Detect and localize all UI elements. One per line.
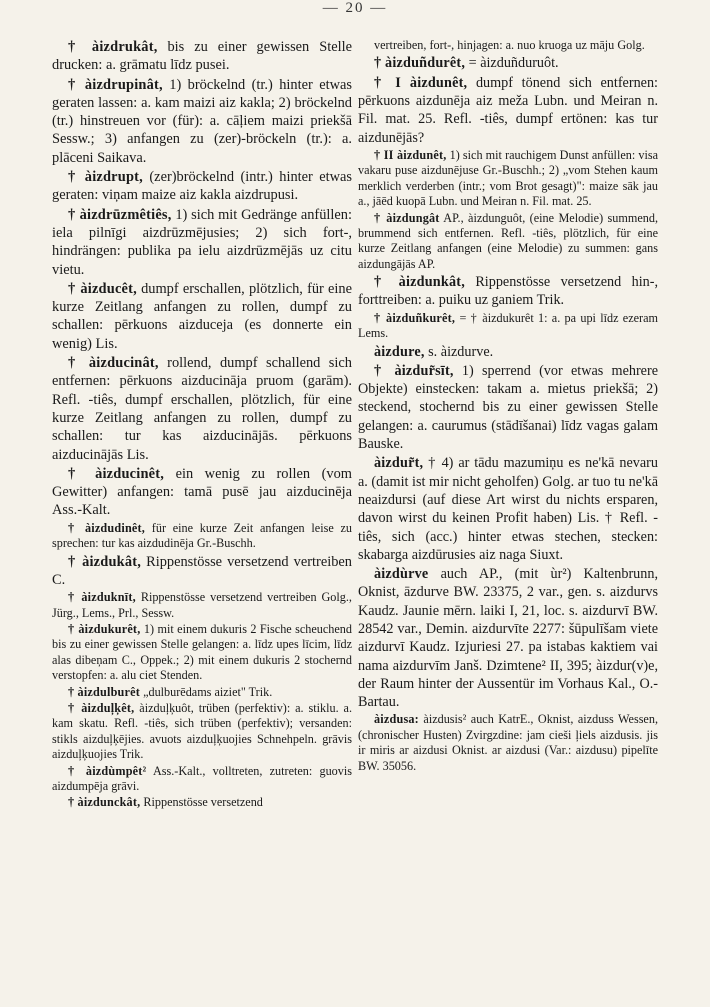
entry-headword: àizdure, (374, 343, 425, 360)
entry-headword: † àizdulburêt (68, 684, 141, 699)
entry-headword: † àizduļķêt, (68, 700, 135, 715)
dictionary-entry (358, 343, 658, 361)
dictionary-entry (52, 38, 352, 75)
entry-definition: für eine kurze Zeit anfangen leise zu sprechen: tur kas aizdudinēja Gr.-Buschh. (52, 520, 352, 551)
entry-headword: † àizdunckât, (68, 795, 141, 810)
entry-definition: Rippenstösse versetzend vertreiben C. (52, 553, 352, 588)
dictionary-entry (52, 354, 352, 464)
entry-headword: àizdùrve (374, 566, 429, 583)
dictionary-entry (52, 280, 352, 353)
entry-definition: = † àizdukurêt 1: a. pa upi līdz ezeram Lems. (358, 310, 658, 341)
dictionary-entry (358, 74, 658, 147)
entry-definition: s. àizdurve. (424, 343, 494, 360)
dictionary-entry (52, 465, 352, 520)
right-column (358, 38, 658, 775)
dictionary-entry (52, 795, 352, 810)
entry-definition: 1) mit einem dukuris 2 Fische scheuchend bis zu einer gewissen Stelle gelangen: a. līdz upes līcim, līdz alas dibeņam C., Oppek.; 2) mit einem dukuris 2 stochernd verstopfen: a. alu ciet Stenden. (52, 621, 352, 683)
dictionary-entry (52, 76, 352, 167)
dictionary-entry (52, 521, 352, 552)
dictionary-entry (52, 590, 352, 621)
page-number: — 20 — (322, 0, 388, 16)
dictionary-entry (52, 701, 352, 763)
entry-definition: „dulburēdams aiziet" Trik. (140, 684, 273, 699)
dictionary-entry (52, 764, 352, 795)
entry-definition: Rippenstösse versetzend (140, 795, 263, 810)
entry-definition: 1) bröckelnd (tr.) hinter etwas geraten lassen: a. kam maizi aiz kakla; 2) bröckelnd (tr.) hinstreuen vor (für): a. cāļiem maizi priekšā Sessw.; 3) anfangen zu (zer)-bröckeln (tr.): a. plāceni Saikava. (52, 76, 352, 166)
entry-definition: àizdusis² auch KatrE., Oknist, aizduss Wessen, (chronischer Husten) Zvirgzdine: jam cieši ļiels aizdusis. jis ir miris ar aizdusi Oknist. ar aizdusi (Var.: aizdusu) pipelīte BW. 35056. (358, 712, 658, 773)
entry-definition: ein wenig zu rollen (vom Gewitter) anfangen: tamā pusē jau aizducinēja Ass.-Kalt. (52, 465, 352, 519)
left-column (52, 38, 352, 812)
entry-headword: † àizdukât, (68, 553, 142, 570)
entry-definition: = àizduñduruôt. (465, 55, 559, 72)
entry-definition: AP., àizdunguôt, (eine Melodie) summend, brummend sich entfernen. Refl. -tiês, plötzlich, für eine kurze Zeitlang anfangen (eine Melodie) zu summen: gans aizdungājās AP. (358, 210, 658, 271)
entry-headword: † àizdungât (374, 210, 440, 225)
entry-headword: † àizdrūzmêtiês, (68, 206, 172, 223)
dictionary-entry (358, 362, 658, 453)
entry-definition: dumpf erschallen, plötzlich, für eine kurze Zeitlang anfangen zu rollen, dumpf zu schallen: pērkuons aizduceja (es donnerte ein wenig) Lis. (52, 280, 352, 352)
entry-headword: † àizdrukât, (68, 39, 158, 55)
dictionary-entry (358, 54, 658, 72)
entry-definition: dumpf tönend sich entfernen: pērkuons aizdunēja aiz meža Lubn. und Meiran n. Fil. mat. 25. Refl. -tiês, dumpf ertönen: kas tur aizdunējās? (358, 74, 659, 146)
entry-definition: Rippenstösse versetzend vertreiben Golg., Jürg., Lems., Prl., Sessw. (52, 590, 352, 620)
entry-definition: bis zu einer gewissen Stelle drucken: a. grāmatu līdz pusei. (52, 39, 352, 74)
entry-headword: † àizdudinêt, (68, 520, 146, 535)
entry-headword: àizdusa: (374, 712, 419, 727)
entry-headword: † àizduñdurêt, (374, 55, 466, 72)
entry-definition: àizduļķuôt, trüben (perfektiv): a. stiklu. a. kam skatu. Refl. -tiês, sich trüben (perfektiv); versanden: stikls aizduļķējies. avuots aizduļķuojies Schnehpeln. grāvis aizduļķuojies Trik. (52, 700, 352, 762)
entry-definition: † 4) ar tādu mazumiņu es ne'kā nevaru a. (damit ist mir nicht geholfen) Golg. ar tuo tu ne'kā neaizdursi (auf diese Art wirst du nichts ersparen, davon wirst du keinen Profit haben) Lis. † Refl. -tiês, sich (acc.) hinter etwas stechen, stecken: skabarga aizdūrusies aiz naga Siuxt. (358, 455, 658, 563)
dictionary-entry (358, 454, 658, 564)
entry-definition: vertreiben, fort-, hinjagen: a. nuo kruoga uz māju Golg. (374, 38, 645, 52)
entry-headword: † àizducêt, (68, 280, 137, 297)
entry-headword: † àizdrupinât, (68, 76, 163, 93)
entry-definition: 1) sich mit rauchigem Dunst anfüllen: visa vakaru puse aizdunējuse Gr.-Buschh.; 2) „vom Stehen kaum merklich verderben (intr.; vom Brot gesagt)": maize sāk jau a., jāēd kuopā Lubn. und Meiran n. Fil. mat. 25. (358, 147, 658, 209)
entry-headword: † àizduknīt, (68, 590, 136, 605)
entry-definition: rollend, dumpf schallend sich entfernen: pērkuons aizducināja pruom (garām). Refl. -tiês, dumpf erschallen, plötzlich, für eine kurze Zeitlang anfangen zu rollen, dumpf zu schallen: tur kas aizducinājās. pērkuons aizducinājās Lis. (52, 355, 352, 463)
dictionary-entry (358, 311, 658, 342)
entry-definition: Rippenstösse versetzend hin-, forttreiben: a. puiku uz ganiem Trik. (358, 274, 658, 309)
dictionary-entry (52, 553, 352, 590)
dictionary-entry (358, 565, 658, 711)
entry-headword: † àizdrupt, (68, 169, 143, 186)
entry-headword: † àizducinêt, (68, 465, 165, 482)
dictionary-entry (358, 148, 658, 210)
dictionary-entry (52, 206, 352, 279)
entry-definition: 1) sich mit Gedränge anfüllen: iela pilnīgi aizdrūzmējusies; 2) sich fort-, hindrängen: publika pa ielu aizdrūzmējās uz citu vietu. (52, 206, 352, 278)
dictionary-entry (358, 273, 658, 310)
entry-definition: 1) sperrend (vor etwas mehrere Objekte) einstecken: takam a. mietus priekšā; 2) steckend, stochernd bis zu einer gewissen Stelle gelangen: a. caurumus (stādīšanai) līdz vagas galam Bauske. (358, 362, 659, 453)
entry-headword: † àizdunkât, (374, 274, 465, 291)
entry-headword: † àizduñkurêt, (374, 310, 456, 325)
entry-headword: † I àizdunêt, (374, 74, 468, 91)
dictionary-entry (358, 211, 658, 273)
dictionary-entry (52, 622, 352, 684)
entry-headword: † àizdùmpêt² (68, 763, 147, 778)
entry-headword: † àizdukurêt, (68, 621, 141, 636)
entry-headword: † II àizdunêt, (374, 147, 447, 162)
entry-definition: (zer)bröckelnd (intr.) hinter etwas geraten: viņam maize aiz kakla aizdrupusi. (52, 169, 352, 204)
entry-definition: auch AP., (mit ùr²) Kaltenbrunn, Oknist, āzdurve BW. 23375, 2 var., gen. s. aizdurvs Kaudz. Jaunie mērn. laiki I, 21, loc. s. aizdurvī BW. 28542 var., Demin. aizdurvīte 2277: šūpulīšam viete aizdurvī Kaudz. Izjuriesi 27. pa istabas kaktiem vai nama aizdurvīm Janš. Dzimtene² II, 395; àizdur(v)e, der Raum hinter der Aussentür im Vorhaus Kal., O.-Bartau. (358, 566, 658, 711)
dictionary-entry (52, 168, 352, 205)
dictionary-entry (358, 712, 658, 774)
entry-headword: àizdur̃t, (374, 455, 424, 472)
dictionary-entry (52, 685, 352, 700)
entry-headword: † àizducinât, (68, 355, 159, 372)
dictionary-entry (358, 38, 658, 53)
entry-definition: Ass.-Kalt., volltreten, zutreten: guovis aizdumpēja grāvi. (52, 763, 352, 793)
entry-headword: † àizdur̃sīt, (374, 362, 454, 379)
